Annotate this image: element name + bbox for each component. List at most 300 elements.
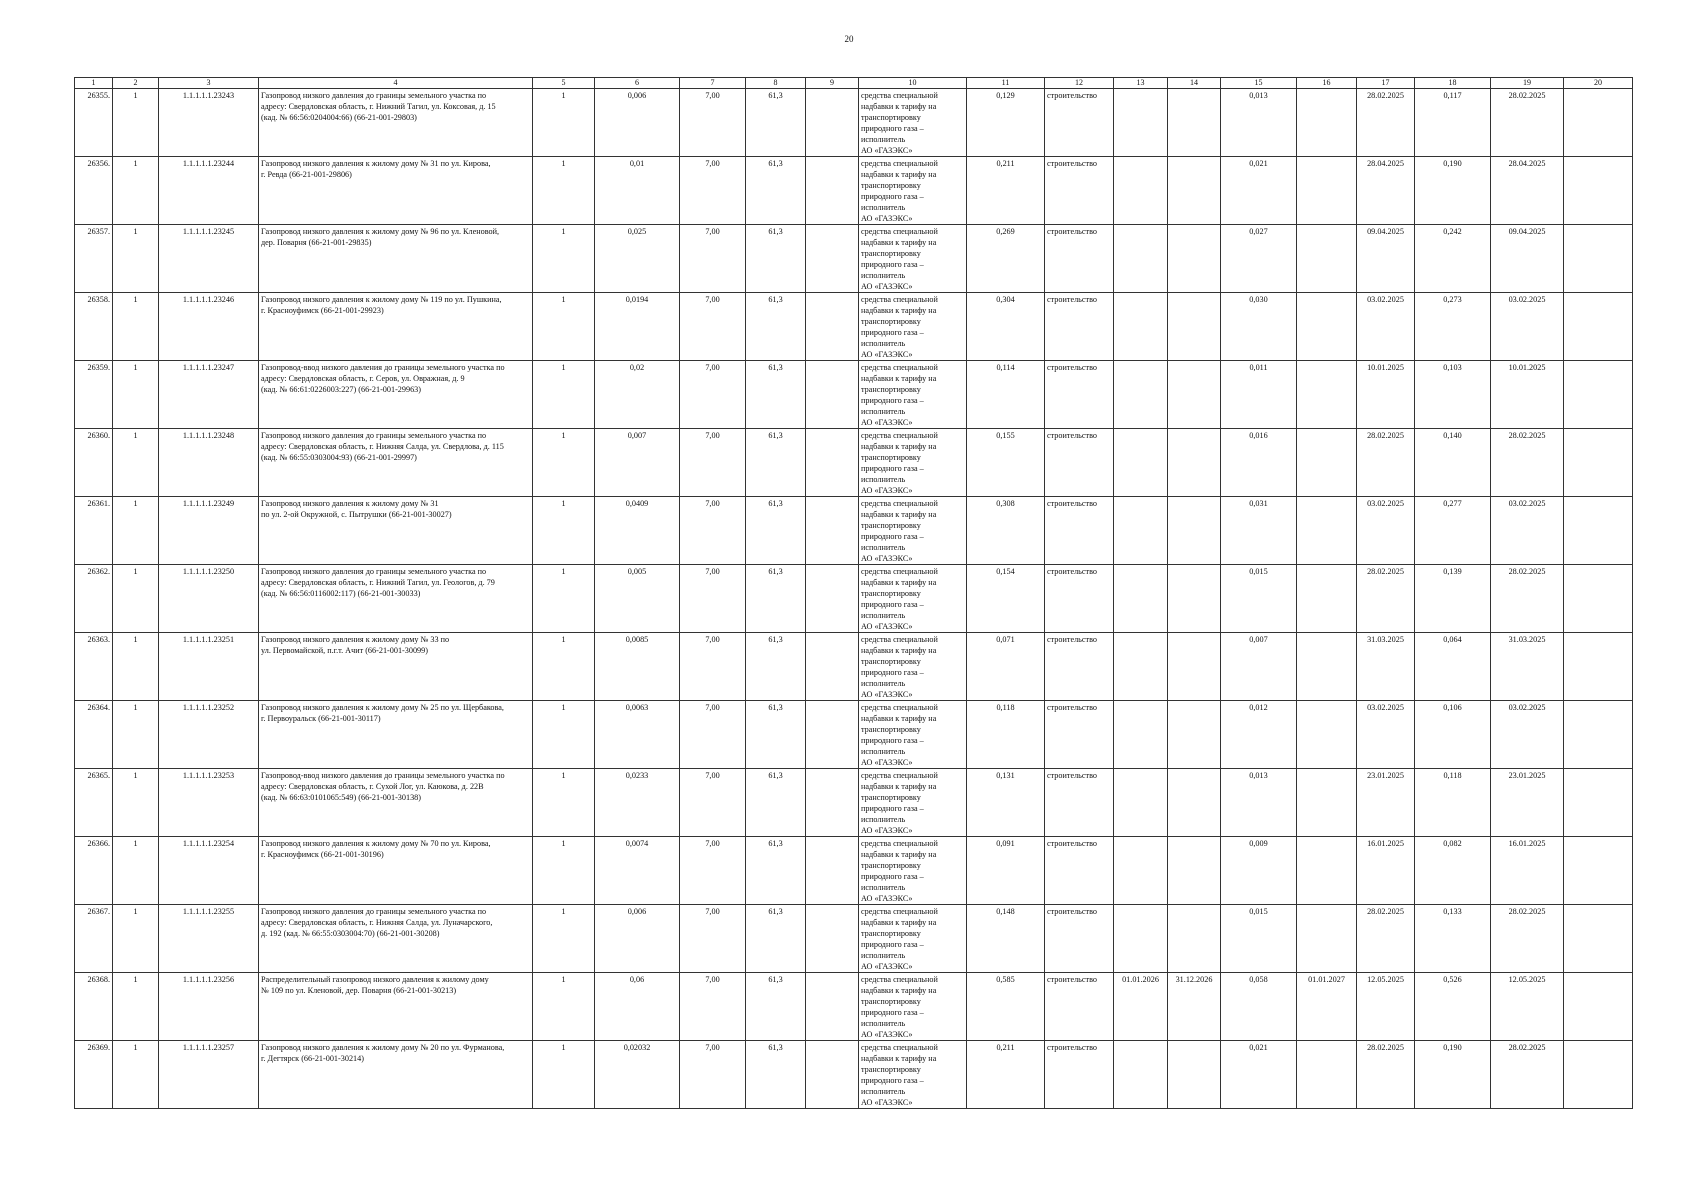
col-5-value: 1 bbox=[533, 225, 595, 293]
col-18-value: 0,277 bbox=[1415, 497, 1491, 565]
col-7-value: 7,00 bbox=[680, 1041, 746, 1109]
col-15-value: 0,009 bbox=[1221, 837, 1297, 905]
col-2-value: 1 bbox=[113, 701, 159, 769]
object-description: Газопровод-ввод низкого давления до границы земельного участка по адресу: Свердловская область, г. Серов, ул. Овражная, д. 9 (кад. № 66:61:0226003:227) (66-21-001-29963) bbox=[259, 361, 533, 429]
funding-source: средства специальной надбавки к тарифу на транспортировку природного газа – исполнитель АО «ГАЗЭКС» bbox=[859, 293, 967, 361]
funding-source: средства специальной надбавки к тарифу на транспортировку природного газа – исполнитель АО «ГАЗЭКС» bbox=[859, 429, 967, 497]
col-17-date: 10.01.2025 bbox=[1357, 361, 1415, 429]
funding-source: средства специальной надбавки к тарифу на транспортировку природного газа – исполнитель АО «ГАЗЭКС» bbox=[859, 769, 967, 837]
end-date bbox=[1168, 157, 1221, 225]
col-2-value: 1 bbox=[113, 1041, 159, 1109]
col-11-value: 0,148 bbox=[967, 905, 1045, 973]
col-9-value bbox=[806, 293, 859, 361]
table-row bbox=[75, 1041, 1633, 1109]
row-number: 26359. bbox=[75, 361, 113, 429]
object-description: Газопровод низкого давления к жилому дому № 119 по ул. Пушкина, г. Красноуфимск (66-21-001-29923) bbox=[259, 293, 533, 361]
col-7-value: 7,00 bbox=[680, 633, 746, 701]
funding-source: средства специальной надбавки к тарифу на транспортировку природного газа – исполнитель АО «ГАЗЭКС» bbox=[859, 905, 967, 973]
object-code: 1.1.1.1.1.23251 bbox=[159, 633, 259, 701]
object-description: Газопровод-ввод низкого давления до границы земельного участка по адресу: Свердловская область, г. Сухой Лог, ул. Каюкова, д. 22В (кад. № 66:63:0101065:549) (66-21-001-30138) bbox=[259, 769, 533, 837]
row-number: 26356. bbox=[75, 157, 113, 225]
col-19-date: 28.04.2025 bbox=[1491, 157, 1564, 225]
col-20-value bbox=[1564, 497, 1633, 565]
col-5-value: 1 bbox=[533, 633, 595, 701]
column-number-header: 1 bbox=[75, 78, 113, 89]
col-5-value: 1 bbox=[533, 293, 595, 361]
col-2-value: 1 bbox=[113, 361, 159, 429]
object-description: Газопровод низкого давления до границы земельного участка по адресу: Свердловская область, г. Нижний Тагил, ул. Геологов, д. 79 (кад. № 66:56:0116002:117) (66-21-001-30033) bbox=[259, 565, 533, 633]
column-number-header: 10 bbox=[859, 78, 967, 89]
work-type: строительство bbox=[1045, 1041, 1114, 1109]
col-11-value: 0,211 bbox=[967, 157, 1045, 225]
col-19-date: 28.02.2025 bbox=[1491, 429, 1564, 497]
object-code: 1.1.1.1.1.23246 bbox=[159, 293, 259, 361]
col-16-date bbox=[1297, 361, 1357, 429]
start-date bbox=[1114, 769, 1168, 837]
col-11-value: 0,308 bbox=[967, 497, 1045, 565]
col-17-date: 03.02.2025 bbox=[1357, 293, 1415, 361]
column-number-row bbox=[75, 78, 1633, 89]
col-8-value: 61,3 bbox=[746, 225, 806, 293]
col-18-value: 0,103 bbox=[1415, 361, 1491, 429]
col-5-value: 1 bbox=[533, 157, 595, 225]
col-17-date: 16.01.2025 bbox=[1357, 837, 1415, 905]
length-value: 0,0194 bbox=[595, 293, 680, 361]
col-17-date: 28.02.2025 bbox=[1357, 89, 1415, 157]
col-8-value: 61,3 bbox=[746, 837, 806, 905]
column-number-header: 2 bbox=[113, 78, 159, 89]
col-2-value: 1 bbox=[113, 973, 159, 1041]
col-15-value: 0,013 bbox=[1221, 89, 1297, 157]
col-17-date: 28.02.2025 bbox=[1357, 1041, 1415, 1109]
col-9-value bbox=[806, 497, 859, 565]
col-20-value bbox=[1564, 429, 1633, 497]
col-11-value: 0,211 bbox=[967, 1041, 1045, 1109]
col-16-date bbox=[1297, 1041, 1357, 1109]
start-date bbox=[1114, 89, 1168, 157]
column-number-header: 17 bbox=[1357, 78, 1415, 89]
col-20-value bbox=[1564, 565, 1633, 633]
col-15-value: 0,015 bbox=[1221, 565, 1297, 633]
end-date bbox=[1168, 565, 1221, 633]
col-5-value: 1 bbox=[533, 497, 595, 565]
col-5-value: 1 bbox=[533, 973, 595, 1041]
row-number: 26358. bbox=[75, 293, 113, 361]
work-type: строительство bbox=[1045, 701, 1114, 769]
work-type: строительство bbox=[1045, 565, 1114, 633]
end-date: 31.12.2026 bbox=[1168, 973, 1221, 1041]
funding-source: средства специальной надбавки к тарифу на транспортировку природного газа – исполнитель АО «ГАЗЭКС» bbox=[859, 973, 967, 1041]
col-9-value bbox=[806, 701, 859, 769]
row-number: 26366. bbox=[75, 837, 113, 905]
col-20-value bbox=[1564, 225, 1633, 293]
col-7-value: 7,00 bbox=[680, 293, 746, 361]
col-17-date: 28.02.2025 bbox=[1357, 905, 1415, 973]
col-19-date: 28.02.2025 bbox=[1491, 905, 1564, 973]
col-19-date: 03.02.2025 bbox=[1491, 701, 1564, 769]
col-2-value: 1 bbox=[113, 429, 159, 497]
start-date bbox=[1114, 225, 1168, 293]
col-8-value: 61,3 bbox=[746, 905, 806, 973]
page-number: 20 bbox=[844, 34, 854, 44]
col-17-date: 28.04.2025 bbox=[1357, 157, 1415, 225]
column-number-header: 15 bbox=[1221, 78, 1297, 89]
col-2-value: 1 bbox=[113, 565, 159, 633]
col-18-value: 0,082 bbox=[1415, 837, 1491, 905]
col-7-value: 7,00 bbox=[680, 361, 746, 429]
table-row bbox=[75, 157, 1633, 225]
col-2-value: 1 bbox=[113, 837, 159, 905]
col-18-value: 0,273 bbox=[1415, 293, 1491, 361]
col-19-date: 31.03.2025 bbox=[1491, 633, 1564, 701]
start-date bbox=[1114, 429, 1168, 497]
column-number-header: 12 bbox=[1045, 78, 1114, 89]
start-date bbox=[1114, 361, 1168, 429]
table-row bbox=[75, 837, 1633, 905]
col-20-value bbox=[1564, 701, 1633, 769]
length-value: 0,006 bbox=[595, 89, 680, 157]
col-9-value bbox=[806, 157, 859, 225]
col-18-value: 0,064 bbox=[1415, 633, 1491, 701]
table-row bbox=[75, 89, 1633, 157]
col-17-date: 12.05.2025 bbox=[1357, 973, 1415, 1041]
col-8-value: 61,3 bbox=[746, 89, 806, 157]
object-code: 1.1.1.1.1.23250 bbox=[159, 565, 259, 633]
col-8-value: 61,3 bbox=[746, 429, 806, 497]
col-9-value bbox=[806, 429, 859, 497]
col-9-value bbox=[806, 837, 859, 905]
row-number: 26368. bbox=[75, 973, 113, 1041]
end-date bbox=[1168, 293, 1221, 361]
col-20-value bbox=[1564, 293, 1633, 361]
col-20-value bbox=[1564, 89, 1633, 157]
col-5-value: 1 bbox=[533, 1041, 595, 1109]
start-date bbox=[1114, 837, 1168, 905]
end-date bbox=[1168, 633, 1221, 701]
col-11-value: 0,269 bbox=[967, 225, 1045, 293]
object-description: Газопровод низкого давления к жилому дому № 20 по ул. Фурманова, г. Дегтярск (66-21-001-30214) bbox=[259, 1041, 533, 1109]
col-15-value: 0,011 bbox=[1221, 361, 1297, 429]
col-5-value: 1 bbox=[533, 837, 595, 905]
register-table bbox=[74, 77, 1633, 1109]
funding-source: средства специальной надбавки к тарифу на транспортировку природного газа – исполнитель АО «ГАЗЭКС» bbox=[859, 497, 967, 565]
object-code: 1.1.1.1.1.23254 bbox=[159, 837, 259, 905]
col-16-date bbox=[1297, 225, 1357, 293]
col-18-value: 0,117 bbox=[1415, 89, 1491, 157]
column-number-header: 4 bbox=[259, 78, 533, 89]
object-description: Газопровод низкого давления к жилому дому № 31 по ул. 2-ой Окружной, с. Пытрушки (66-21-001-30027) bbox=[259, 497, 533, 565]
col-20-value bbox=[1564, 905, 1633, 973]
col-7-value: 7,00 bbox=[680, 973, 746, 1041]
col-17-date: 31.03.2025 bbox=[1357, 633, 1415, 701]
work-type: строительство bbox=[1045, 837, 1114, 905]
table-row bbox=[75, 769, 1633, 837]
length-value: 0,005 bbox=[595, 565, 680, 633]
column-number-header: 13 bbox=[1114, 78, 1168, 89]
object-description: Газопровод низкого давления до границы земельного участка по адресу: Свердловская область, г. Нижний Тагил, ул. Коксовая, д. 15 (кад. № 66:56:0204004:66) (66-21-001-29803) bbox=[259, 89, 533, 157]
length-value: 0,0409 bbox=[595, 497, 680, 565]
row-number: 26367. bbox=[75, 905, 113, 973]
work-type: строительство bbox=[1045, 633, 1114, 701]
col-2-value: 1 bbox=[113, 225, 159, 293]
row-number: 26365. bbox=[75, 769, 113, 837]
length-value: 0,02 bbox=[595, 361, 680, 429]
table-row bbox=[75, 905, 1633, 973]
col-18-value: 0,140 bbox=[1415, 429, 1491, 497]
length-value: 0,0063 bbox=[595, 701, 680, 769]
funding-source: средства специальной надбавки к тарифу на транспортировку природного газа – исполнитель АО «ГАЗЭКС» bbox=[859, 1041, 967, 1109]
object-code: 1.1.1.1.1.23244 bbox=[159, 157, 259, 225]
col-5-value: 1 bbox=[533, 905, 595, 973]
col-8-value: 61,3 bbox=[746, 293, 806, 361]
column-number-header: 16 bbox=[1297, 78, 1357, 89]
column-number-header: 3 bbox=[159, 78, 259, 89]
object-code: 1.1.1.1.1.23249 bbox=[159, 497, 259, 565]
col-18-value: 0,133 bbox=[1415, 905, 1491, 973]
col-19-date: 03.02.2025 bbox=[1491, 293, 1564, 361]
object-code: 1.1.1.1.1.23243 bbox=[159, 89, 259, 157]
column-number-header: 8 bbox=[746, 78, 806, 89]
col-15-value: 0,021 bbox=[1221, 157, 1297, 225]
length-value: 0,0233 bbox=[595, 769, 680, 837]
table-row bbox=[75, 293, 1633, 361]
row-number: 26369. bbox=[75, 1041, 113, 1109]
row-number: 26357. bbox=[75, 225, 113, 293]
length-value: 0,06 bbox=[595, 973, 680, 1041]
length-value: 0,025 bbox=[595, 225, 680, 293]
object-code: 1.1.1.1.1.23256 bbox=[159, 973, 259, 1041]
col-2-value: 1 bbox=[113, 497, 159, 565]
work-type: строительство bbox=[1045, 497, 1114, 565]
col-9-value bbox=[806, 633, 859, 701]
object-description: Газопровод низкого давления к жилому дому № 96 по ул. Кленовой, дер. Поварня (66-21-001-29835) bbox=[259, 225, 533, 293]
col-11-value: 0,131 bbox=[967, 769, 1045, 837]
col-11-value: 0,304 bbox=[967, 293, 1045, 361]
col-8-value: 61,3 bbox=[746, 1041, 806, 1109]
start-date bbox=[1114, 701, 1168, 769]
col-9-value bbox=[806, 973, 859, 1041]
col-2-value: 1 bbox=[113, 89, 159, 157]
col-16-date bbox=[1297, 89, 1357, 157]
col-17-date: 28.02.2025 bbox=[1357, 565, 1415, 633]
col-17-date: 28.02.2025 bbox=[1357, 429, 1415, 497]
col-17-date: 23.01.2025 bbox=[1357, 769, 1415, 837]
col-15-value: 0,027 bbox=[1221, 225, 1297, 293]
end-date bbox=[1168, 1041, 1221, 1109]
col-9-value bbox=[806, 905, 859, 973]
start-date bbox=[1114, 633, 1168, 701]
col-15-value: 0,015 bbox=[1221, 905, 1297, 973]
col-8-value: 61,3 bbox=[746, 157, 806, 225]
row-number: 26364. bbox=[75, 701, 113, 769]
end-date bbox=[1168, 429, 1221, 497]
col-18-value: 0,139 bbox=[1415, 565, 1491, 633]
col-5-value: 1 bbox=[533, 429, 595, 497]
col-8-value: 61,3 bbox=[746, 565, 806, 633]
work-type: строительство bbox=[1045, 905, 1114, 973]
col-9-value bbox=[806, 225, 859, 293]
end-date bbox=[1168, 769, 1221, 837]
col-17-date: 09.04.2025 bbox=[1357, 225, 1415, 293]
col-2-value: 1 bbox=[113, 769, 159, 837]
col-11-value: 0,585 bbox=[967, 973, 1045, 1041]
work-type: строительство bbox=[1045, 769, 1114, 837]
col-18-value: 0,190 bbox=[1415, 1041, 1491, 1109]
start-date bbox=[1114, 497, 1168, 565]
funding-source: средства специальной надбавки к тарифу на транспортировку природного газа – исполнитель АО «ГАЗЭКС» bbox=[859, 361, 967, 429]
row-number: 26360. bbox=[75, 429, 113, 497]
length-value: 0,01 bbox=[595, 157, 680, 225]
col-19-date: 28.02.2025 bbox=[1491, 1041, 1564, 1109]
col-15-value: 0,012 bbox=[1221, 701, 1297, 769]
col-5-value: 1 bbox=[533, 565, 595, 633]
length-value: 0,0085 bbox=[595, 633, 680, 701]
col-7-value: 7,00 bbox=[680, 701, 746, 769]
col-16-date bbox=[1297, 837, 1357, 905]
object-code: 1.1.1.1.1.23247 bbox=[159, 361, 259, 429]
col-7-value: 7,00 bbox=[680, 157, 746, 225]
col-20-value bbox=[1564, 633, 1633, 701]
column-number-header: 19 bbox=[1491, 78, 1564, 89]
column-number-header: 6 bbox=[595, 78, 680, 89]
end-date bbox=[1168, 361, 1221, 429]
col-19-date: 03.02.2025 bbox=[1491, 497, 1564, 565]
col-16-date bbox=[1297, 497, 1357, 565]
work-type: строительство bbox=[1045, 157, 1114, 225]
col-20-value bbox=[1564, 769, 1633, 837]
col-18-value: 0,190 bbox=[1415, 157, 1491, 225]
object-description: Газопровод низкого давления к жилому дому № 33 по ул. Первомайской, п.г.т. Ачит (66-21-001-30099) bbox=[259, 633, 533, 701]
object-description: Распределительный газопровод низкого давления к жилому дому № 109 по ул. Кленовой, дер. Поварня (66-21-001-30213) bbox=[259, 973, 533, 1041]
work-type: строительство bbox=[1045, 361, 1114, 429]
col-15-value: 0,058 bbox=[1221, 973, 1297, 1041]
col-19-date: 28.02.2025 bbox=[1491, 89, 1564, 157]
length-value: 0,007 bbox=[595, 429, 680, 497]
col-2-value: 1 bbox=[113, 633, 159, 701]
col-7-value: 7,00 bbox=[680, 769, 746, 837]
col-11-value: 0,114 bbox=[967, 361, 1045, 429]
funding-source: средства специальной надбавки к тарифу на транспортировку природного газа – исполнитель АО «ГАЗЭКС» bbox=[859, 633, 967, 701]
end-date bbox=[1168, 701, 1221, 769]
col-15-value: 0,007 bbox=[1221, 633, 1297, 701]
start-date bbox=[1114, 157, 1168, 225]
table-row bbox=[75, 565, 1633, 633]
funding-source: средства специальной надбавки к тарифу на транспортировку природного газа – исполнитель АО «ГАЗЭКС» bbox=[859, 225, 967, 293]
length-value: 0,0074 bbox=[595, 837, 680, 905]
table-row bbox=[75, 701, 1633, 769]
table-row bbox=[75, 429, 1633, 497]
col-11-value: 0,091 bbox=[967, 837, 1045, 905]
col-11-value: 0,071 bbox=[967, 633, 1045, 701]
col-7-value: 7,00 bbox=[680, 565, 746, 633]
col-7-value: 7,00 bbox=[680, 429, 746, 497]
work-type: строительство bbox=[1045, 429, 1114, 497]
start-date: 01.01.2026 bbox=[1114, 973, 1168, 1041]
col-16-date bbox=[1297, 565, 1357, 633]
end-date bbox=[1168, 905, 1221, 973]
start-date bbox=[1114, 293, 1168, 361]
col-11-value: 0,118 bbox=[967, 701, 1045, 769]
col-20-value bbox=[1564, 973, 1633, 1041]
col-9-value bbox=[806, 89, 859, 157]
col-19-date: 16.01.2025 bbox=[1491, 837, 1564, 905]
column-number-header: 18 bbox=[1415, 78, 1491, 89]
end-date bbox=[1168, 497, 1221, 565]
start-date bbox=[1114, 565, 1168, 633]
funding-source: средства специальной надбавки к тарифу на транспортировку природного газа – исполнитель АО «ГАЗЭКС» bbox=[859, 565, 967, 633]
object-description: Газопровод низкого давления к жилому дому № 70 по ул. Кирова, г. Красноуфимск (66-21-001-30196) bbox=[259, 837, 533, 905]
object-description: Газопровод низкого давления до границы земельного участка по адресу: Свердловская область, г. Нижняя Салда, ул. Свердлова, д. 115 (кад. № 66:55:0303004:93) (66-21-001-29997) bbox=[259, 429, 533, 497]
table-row bbox=[75, 633, 1633, 701]
column-number-header: 14 bbox=[1168, 78, 1221, 89]
col-5-value: 1 bbox=[533, 769, 595, 837]
column-number-header: 11 bbox=[967, 78, 1045, 89]
table-row bbox=[75, 225, 1633, 293]
col-8-value: 61,3 bbox=[746, 769, 806, 837]
col-5-value: 1 bbox=[533, 89, 595, 157]
start-date bbox=[1114, 1041, 1168, 1109]
column-number-header: 7 bbox=[680, 78, 746, 89]
object-code: 1.1.1.1.1.23255 bbox=[159, 905, 259, 973]
funding-source: средства специальной надбавки к тарифу на транспортировку природного газа – исполнитель АО «ГАЗЭКС» bbox=[859, 701, 967, 769]
col-17-date: 03.02.2025 bbox=[1357, 701, 1415, 769]
row-number: 26363. bbox=[75, 633, 113, 701]
col-7-value: 7,00 bbox=[680, 497, 746, 565]
work-type: строительство bbox=[1045, 973, 1114, 1041]
col-16-date bbox=[1297, 429, 1357, 497]
column-number-header: 5 bbox=[533, 78, 595, 89]
col-5-value: 1 bbox=[533, 701, 595, 769]
col-19-date: 10.01.2025 bbox=[1491, 361, 1564, 429]
col-11-value: 0,154 bbox=[967, 565, 1045, 633]
col-17-date: 03.02.2025 bbox=[1357, 497, 1415, 565]
object-code: 1.1.1.1.1.23257 bbox=[159, 1041, 259, 1109]
work-type: строительство bbox=[1045, 293, 1114, 361]
col-19-date: 28.02.2025 bbox=[1491, 565, 1564, 633]
col-8-value: 61,3 bbox=[746, 973, 806, 1041]
col-18-value: 0,242 bbox=[1415, 225, 1491, 293]
col-18-value: 0,106 bbox=[1415, 701, 1491, 769]
end-date bbox=[1168, 837, 1221, 905]
col-16-date bbox=[1297, 633, 1357, 701]
col-7-value: 7,00 bbox=[680, 837, 746, 905]
col-8-value: 61,3 bbox=[746, 633, 806, 701]
table-row bbox=[75, 973, 1633, 1041]
col-8-value: 61,3 bbox=[746, 361, 806, 429]
col-20-value bbox=[1564, 837, 1633, 905]
funding-source: средства специальной надбавки к тарифу на транспортировку природного газа – исполнитель АО «ГАЗЭКС» bbox=[859, 89, 967, 157]
work-type: строительство bbox=[1045, 89, 1114, 157]
object-description: Газопровод низкого давления к жилому дому № 31 по ул. Кирова, г. Ревда (66-21-001-29806) bbox=[259, 157, 533, 225]
object-description: Газопровод низкого давления до границы земельного участка по адресу: Свердловская область, г. Нижняя Салда, ул. Луначарского, д. 192 (кад. № 66:55:0303004:70) (66-21-001-30208) bbox=[259, 905, 533, 973]
column-number-header: 20 bbox=[1564, 78, 1633, 89]
col-16-date: 01.01.2027 bbox=[1297, 973, 1357, 1041]
object-code: 1.1.1.1.1.23248 bbox=[159, 429, 259, 497]
object-code: 1.1.1.1.1.23253 bbox=[159, 769, 259, 837]
col-20-value bbox=[1564, 1041, 1633, 1109]
end-date bbox=[1168, 89, 1221, 157]
column-number-header: 9 bbox=[806, 78, 859, 89]
table-row bbox=[75, 497, 1633, 565]
col-15-value: 0,016 bbox=[1221, 429, 1297, 497]
object-code: 1.1.1.1.1.23245 bbox=[159, 225, 259, 293]
col-18-value: 0,118 bbox=[1415, 769, 1491, 837]
col-2-value: 1 bbox=[113, 293, 159, 361]
col-2-value: 1 bbox=[113, 905, 159, 973]
row-number: 26361. bbox=[75, 497, 113, 565]
col-19-date: 23.01.2025 bbox=[1491, 769, 1564, 837]
col-18-value: 0,526 bbox=[1415, 973, 1491, 1041]
